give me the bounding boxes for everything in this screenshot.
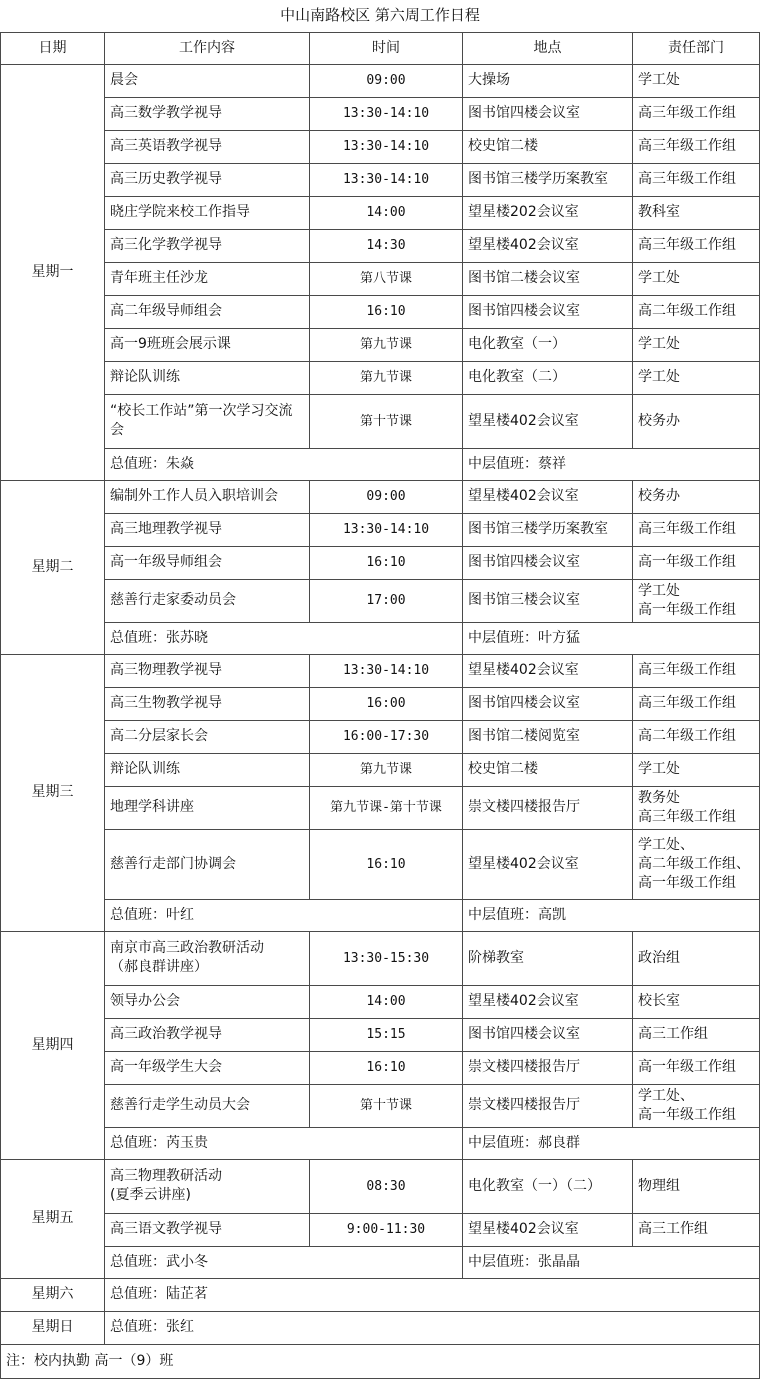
event-row (1, 480, 760, 513)
event-time: 16:10 (310, 1051, 463, 1084)
event-row (1, 513, 760, 546)
event-place: 图书馆四楼会议室 (463, 546, 633, 579)
event-time: 13:30-14:10 (310, 163, 463, 196)
day-cell: 星期日 (1, 1311, 105, 1344)
duty-row (1, 1127, 760, 1159)
event-row (1, 64, 760, 97)
event-place: 电化教室（一） (463, 328, 633, 361)
mid-duty: 中层值班：叶方猛 (463, 622, 760, 654)
header-date: 日期 (1, 32, 105, 64)
event-dept: 教务处 高三年级工作组 (633, 786, 760, 829)
event-row (1, 328, 760, 361)
header-row (1, 32, 760, 64)
event-time: 第十节课 (310, 1084, 463, 1127)
event-content: 高三政治教学视导 (105, 1018, 310, 1051)
event-row (1, 229, 760, 262)
event-content: 高二分层家长会 (105, 720, 310, 753)
event-dept: 高三年级工作组 (633, 687, 760, 720)
event-dept: 高二年级工作组 (633, 295, 760, 328)
event-content: 慈善行走部门协调会 (105, 829, 310, 899)
event-content: 慈善行走学生动员大会 (105, 1084, 310, 1127)
event-place: 阶梯教室 (463, 931, 633, 985)
event-row (1, 1018, 760, 1051)
event-time: 09:00 (310, 64, 463, 97)
event-place: 图书馆三楼学历案教室 (463, 163, 633, 196)
event-dept: 学工处、 高一年级工作组 (633, 1084, 760, 1127)
event-time: 13:30-14:10 (310, 97, 463, 130)
duty-row (1, 899, 760, 931)
event-place: 图书馆三楼学历案教室 (463, 513, 633, 546)
event-dept: 高二年级工作组 (633, 720, 760, 753)
event-content: 南京市高三政治教研活动 （郝良群讲座） (105, 931, 310, 985)
event-content: 高一年级导师组会 (105, 546, 310, 579)
event-time: 08:30 (310, 1159, 463, 1213)
event-content: 晨会 (105, 64, 310, 97)
event-time: 14:30 (310, 229, 463, 262)
event-content: 青年班主任沙龙 (105, 262, 310, 295)
weekend-row (1, 1311, 760, 1344)
event-row (1, 786, 760, 829)
mid-duty: 中层值班：张晶晶 (463, 1246, 760, 1278)
general-duty: 总值班：陆芷茗 (105, 1278, 760, 1311)
event-content: 高三化学教学视导 (105, 229, 310, 262)
general-duty: 总值班：张红 (105, 1311, 760, 1344)
event-row (1, 295, 760, 328)
event-time: 13:30-15:30 (310, 931, 463, 985)
duty-row (1, 1246, 760, 1278)
event-place: 图书馆四楼会议室 (463, 687, 633, 720)
event-content: 慈善行走家委动员会 (105, 579, 310, 622)
day-cell: 星期六 (1, 1278, 105, 1311)
footnote: 注：校内执勤 高一（9）班 (1, 1344, 760, 1378)
mid-duty: 中层值班：郝良群 (463, 1127, 760, 1159)
event-place: 望星楼402会议室 (463, 1213, 633, 1246)
event-dept: 高三年级工作组 (633, 229, 760, 262)
event-content: 晓庄学院来校工作指导 (105, 196, 310, 229)
event-place: 图书馆四楼会议室 (463, 295, 633, 328)
event-dept: 高三工作组 (633, 1213, 760, 1246)
event-content: 地理学科讲座 (105, 786, 310, 829)
event-content: 高三物理教学视导 (105, 654, 310, 687)
event-row (1, 1051, 760, 1084)
event-place: 校史馆二楼 (463, 130, 633, 163)
event-time: 14:00 (310, 985, 463, 1018)
event-dept: 高三年级工作组 (633, 163, 760, 196)
event-time: 第十节课 (310, 394, 463, 448)
event-row (1, 262, 760, 295)
title-row (1, 0, 760, 32)
duty-row (1, 448, 760, 480)
event-place: 图书馆二楼阅览室 (463, 720, 633, 753)
event-place: 图书馆三楼会议室 (463, 579, 633, 622)
general-duty: 总值班：朱焱 (105, 448, 463, 480)
event-row (1, 546, 760, 579)
event-time: 09:00 (310, 480, 463, 513)
event-row (1, 654, 760, 687)
event-content: 高一9班班会展示课 (105, 328, 310, 361)
event-time: 13:30-14:10 (310, 513, 463, 546)
event-time: 16:00 (310, 687, 463, 720)
event-content: 高三语文教学视导 (105, 1213, 310, 1246)
event-dept: 高三年级工作组 (633, 654, 760, 687)
event-time: 16:10 (310, 829, 463, 899)
note-row (1, 1344, 760, 1378)
event-dept: 高三年级工作组 (633, 130, 760, 163)
event-row (1, 130, 760, 163)
event-time: 第九节课-第十节课 (310, 786, 463, 829)
event-row (1, 97, 760, 130)
event-place: 校史馆二楼 (463, 753, 633, 786)
event-place: 望星楼402会议室 (463, 829, 633, 899)
event-content: 高三数学教学视导 (105, 97, 310, 130)
day-cell: 星期一 (1, 64, 105, 480)
event-row (1, 1213, 760, 1246)
event-content: 领导办公会 (105, 985, 310, 1018)
event-time: 13:30-14:10 (310, 130, 463, 163)
event-place: 崇文楼四楼报告厅 (463, 1051, 633, 1084)
event-content: “校长工作站”第一次学习交流会 (105, 394, 310, 448)
event-place: 图书馆四楼会议室 (463, 97, 633, 130)
event-row (1, 394, 760, 448)
event-content: 辩论队训练 (105, 361, 310, 394)
event-time: 第九节课 (310, 361, 463, 394)
event-time: 15:15 (310, 1018, 463, 1051)
event-row (1, 985, 760, 1018)
event-dept: 学工处 (633, 753, 760, 786)
event-place: 望星楼402会议室 (463, 394, 633, 448)
event-dept: 校长室 (633, 985, 760, 1018)
event-content: 高三英语教学视导 (105, 130, 310, 163)
event-row (1, 1159, 760, 1213)
event-content: 高三生物教学视导 (105, 687, 310, 720)
event-content: 辩论队训练 (105, 753, 310, 786)
event-dept: 校务办 (633, 480, 760, 513)
header-time: 时间 (310, 32, 463, 64)
event-row (1, 720, 760, 753)
event-time: 第九节课 (310, 753, 463, 786)
day-cell: 星期五 (1, 1159, 105, 1278)
event-dept: 教科室 (633, 196, 760, 229)
event-time: 16:10 (310, 295, 463, 328)
event-content: 编制外工作人员入职培训会 (105, 480, 310, 513)
event-place: 崇文楼四楼报告厅 (463, 786, 633, 829)
header-place: 地点 (463, 32, 633, 64)
day-cell: 星期四 (1, 931, 105, 1159)
event-place: 大操场 (463, 64, 633, 97)
event-row (1, 579, 760, 622)
event-row (1, 687, 760, 720)
event-row (1, 361, 760, 394)
event-place: 望星楼402会议室 (463, 480, 633, 513)
event-row (1, 196, 760, 229)
event-content: 高二年级导师组会 (105, 295, 310, 328)
event-time: 16:00-17:30 (310, 720, 463, 753)
event-dept: 学工处、 高二年级工作组、 高一年级工作组 (633, 829, 760, 899)
mid-duty: 中层值班：蔡祥 (463, 448, 760, 480)
event-time: 13:30-14:10 (310, 654, 463, 687)
event-dept: 高三年级工作组 (633, 513, 760, 546)
event-dept: 学工处 (633, 328, 760, 361)
event-place: 望星楼402会议室 (463, 985, 633, 1018)
schedule-body (1, 0, 760, 1378)
event-time: 第九节课 (310, 328, 463, 361)
event-time: 9:00-11:30 (310, 1213, 463, 1246)
event-time: 14:00 (310, 196, 463, 229)
event-time: 第八节课 (310, 262, 463, 295)
weekend-row (1, 1278, 760, 1311)
duty-row (1, 622, 760, 654)
event-place: 电化教室（二） (463, 361, 633, 394)
event-dept: 政治组 (633, 931, 760, 985)
event-place: 望星楼402会议室 (463, 229, 633, 262)
event-dept: 高三年级工作组 (633, 97, 760, 130)
event-dept: 校务办 (633, 394, 760, 448)
header-dept: 责任部门 (633, 32, 760, 64)
event-row (1, 163, 760, 196)
event-time: 16:10 (310, 546, 463, 579)
event-place: 崇文楼四楼报告厅 (463, 1084, 633, 1127)
event-row (1, 829, 760, 899)
event-dept: 高三工作组 (633, 1018, 760, 1051)
event-content: 高三物理教研活动 (夏季云讲座) (105, 1159, 310, 1213)
event-dept: 物理组 (633, 1159, 760, 1213)
event-time: 17:00 (310, 579, 463, 622)
general-duty: 总值班：芮玉贵 (105, 1127, 463, 1159)
event-row (1, 753, 760, 786)
event-dept: 学工处 (633, 64, 760, 97)
general-duty: 总值班：武小冬 (105, 1246, 463, 1278)
page-title: 中山南路校区 第六周工作日程 (280, 6, 480, 25)
event-place: 望星楼402会议室 (463, 654, 633, 687)
event-dept: 学工处 (633, 361, 760, 394)
general-duty: 总值班：张苏晓 (105, 622, 463, 654)
event-row (1, 1084, 760, 1127)
day-cell: 星期二 (1, 480, 105, 654)
event-dept: 高一年级工作组 (633, 1051, 760, 1084)
event-row (1, 931, 760, 985)
general-duty: 总值班：叶红 (105, 899, 463, 931)
event-dept: 学工处 高一年级工作组 (633, 579, 760, 622)
event-place: 望星楼202会议室 (463, 196, 633, 229)
header-content: 工作内容 (105, 32, 310, 64)
event-dept: 高一年级工作组 (633, 546, 760, 579)
event-content: 高三地理教学视导 (105, 513, 310, 546)
event-content: 高一年级学生大会 (105, 1051, 310, 1084)
event-content: 高三历史教学视导 (105, 163, 310, 196)
mid-duty: 中层值班：高凯 (463, 899, 760, 931)
event-dept: 学工处 (633, 262, 760, 295)
event-place: 电化教室（一）（二） (463, 1159, 633, 1213)
event-place: 图书馆四楼会议室 (463, 1018, 633, 1051)
event-place: 图书馆二楼会议室 (463, 262, 633, 295)
day-cell: 星期三 (1, 654, 105, 931)
